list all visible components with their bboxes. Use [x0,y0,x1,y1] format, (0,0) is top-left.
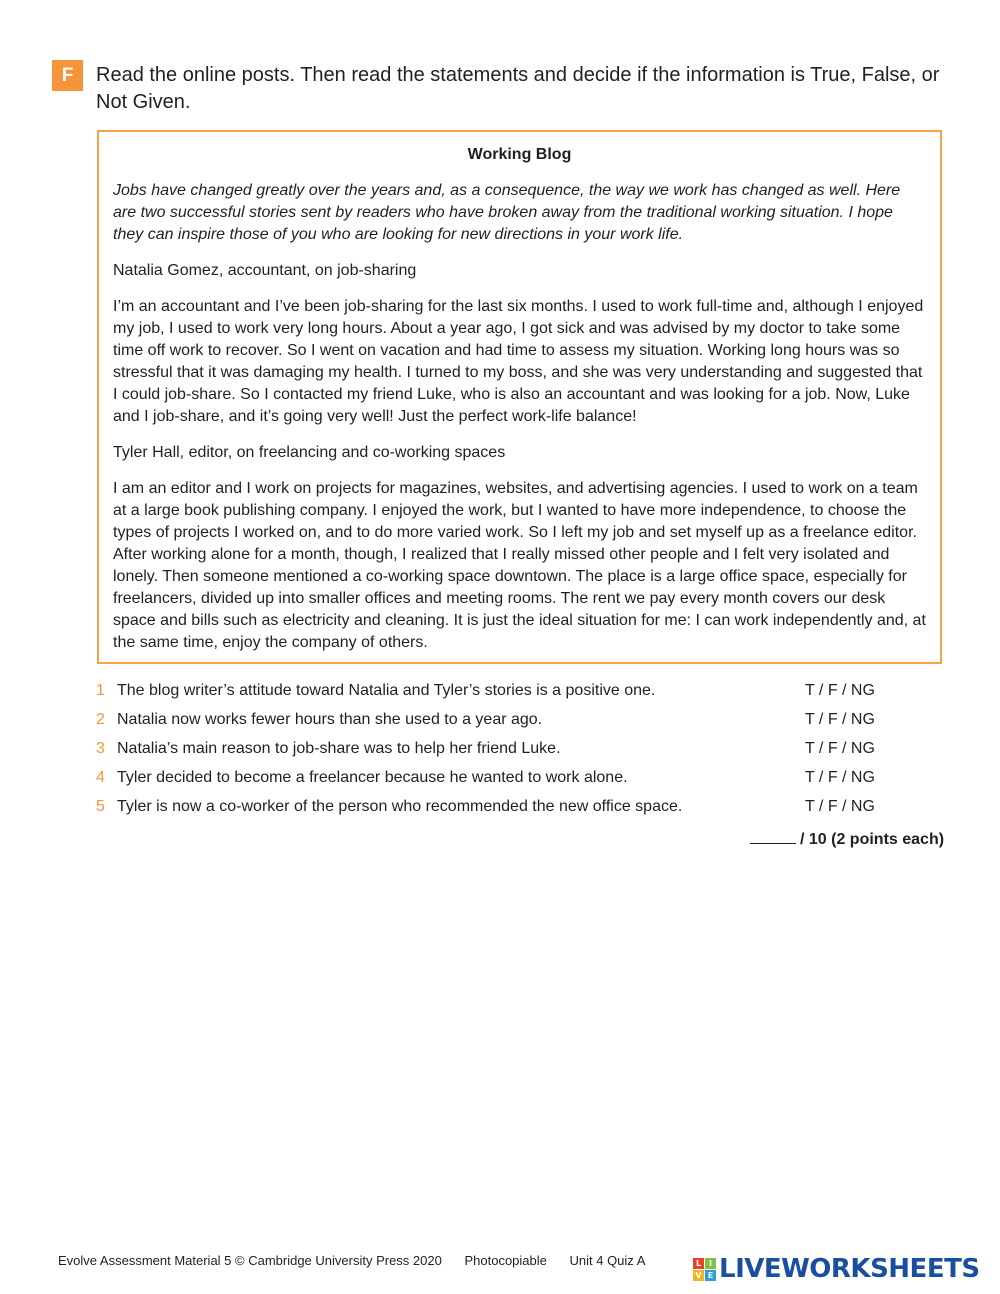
post-heading-tyler: Tyler Hall, editor, on freelancing and co-working spaces [113,444,506,461]
instructions-text: Read the online posts. Then read the statements and decide if the information is True, False, or Not Given. [96,64,940,113]
score-line [750,829,945,851]
footer-unit: Unit 4 Quiz A [569,1253,646,1268]
statement-text: The blog writer’s attitude toward Natalia and Tyler’s stories is a positive one. [117,682,656,699]
statement-text: Natalia’s main reason to job-share was to help her friend Luke. [117,740,561,757]
statement-row [96,709,942,738]
logo-block: E [705,1270,716,1281]
statement-row [96,680,942,709]
statement-number: 4 [96,769,105,786]
statement-number: 5 [96,798,105,815]
answer-options[interactable]: T / F / NG [805,740,875,757]
logo-text: LIVEWORKSHEETS [719,1254,980,1284]
statement-row [96,796,942,825]
blog-intro: Jobs have changed greatly over the years and, as a consequence, the way we work has changed as well. Here are two successful stories sent by readers who have broken away from the traditional working situation. I hope they can inspire those of you who are looking for new directions in your work life. [113,182,901,243]
liveworksheets-logo [693,1252,980,1286]
footer [58,1252,664,1270]
post-heading-natalia: Natalia Gomez, accountant, on job-sharing [113,262,417,279]
statement-text: Natalia now works fewer hours than she used to a year ago. [117,711,543,728]
answer-options[interactable]: T / F / NG [805,682,875,699]
logo-block: I [705,1258,716,1269]
statement-row [96,738,942,767]
blog-title: Working Blog [467,146,572,163]
post-body-natalia: I’m an accountant and I’ve been job-sharing for the last six months. I used to work full-time and, although I enjoyed my job, I used to work very long hours. About a year ago, I got sick and was advised by my doctor to take some time off work to recover. So I went on vacation and had time to assess my situation. Working long hours was so stressful that it was damaging my health. I turned to my boss, and she was very understanding and suggested that I could job-share. So I contacted my friend Luke, who is also an accountant and was looking for a job. Now, Luke and I job-share, and it’s going very well! Just the perfect work-life balance! [113,298,924,425]
blog-box [97,130,942,664]
section-badge: F [52,60,83,91]
score-blank[interactable] [750,830,796,844]
footer-copyright: Evolve Assessment Material 5 © Cambridge University Press 2020 [58,1253,442,1268]
statements-list [96,680,942,825]
logo-blocks-icon [693,1258,716,1281]
footer-photocopiable: Photocopiable [464,1253,547,1268]
answer-options[interactable]: T / F / NG [805,769,875,786]
statement-text: Tyler decided to become a freelancer because he wanted to work alone. [117,769,628,786]
statement-number: 1 [96,682,105,699]
answer-options[interactable]: T / F / NG [805,711,875,728]
answer-options[interactable]: T / F / NG [805,798,875,815]
statement-text: Tyler is now a co-worker of the person who recommended the new office space. [117,798,683,815]
post-body-tyler: I am an editor and I work on projects for magazines, websites, and advertising agencies. I used to work on a team at a large book publishing company. I enjoyed the work, but I wanted to have more independence, to choose the types of projects I worked on, and to do more varied work. So I left my job and set myself up as a freelance editor. After working alone for a month, though, I realized that I really missed other people and I felt very isolated and lonely. Then someone mentioned a co-working space downtown. The place is a large office space, especially for freelancers, divided up into smaller offices and meeting rooms. The rent we pay every month covers our desk space and bills such as electricity and cleaning. It is just the ideal situation for me: I can work independently and, at the same time, enjoy the company of others. [113,480,926,651]
statement-row [96,767,942,796]
statement-number: 2 [96,711,105,728]
logo-block: V [693,1270,704,1281]
score-label: / 10 (2 points each) [800,831,945,848]
logo-block: L [693,1258,704,1269]
statement-number: 3 [96,740,105,757]
